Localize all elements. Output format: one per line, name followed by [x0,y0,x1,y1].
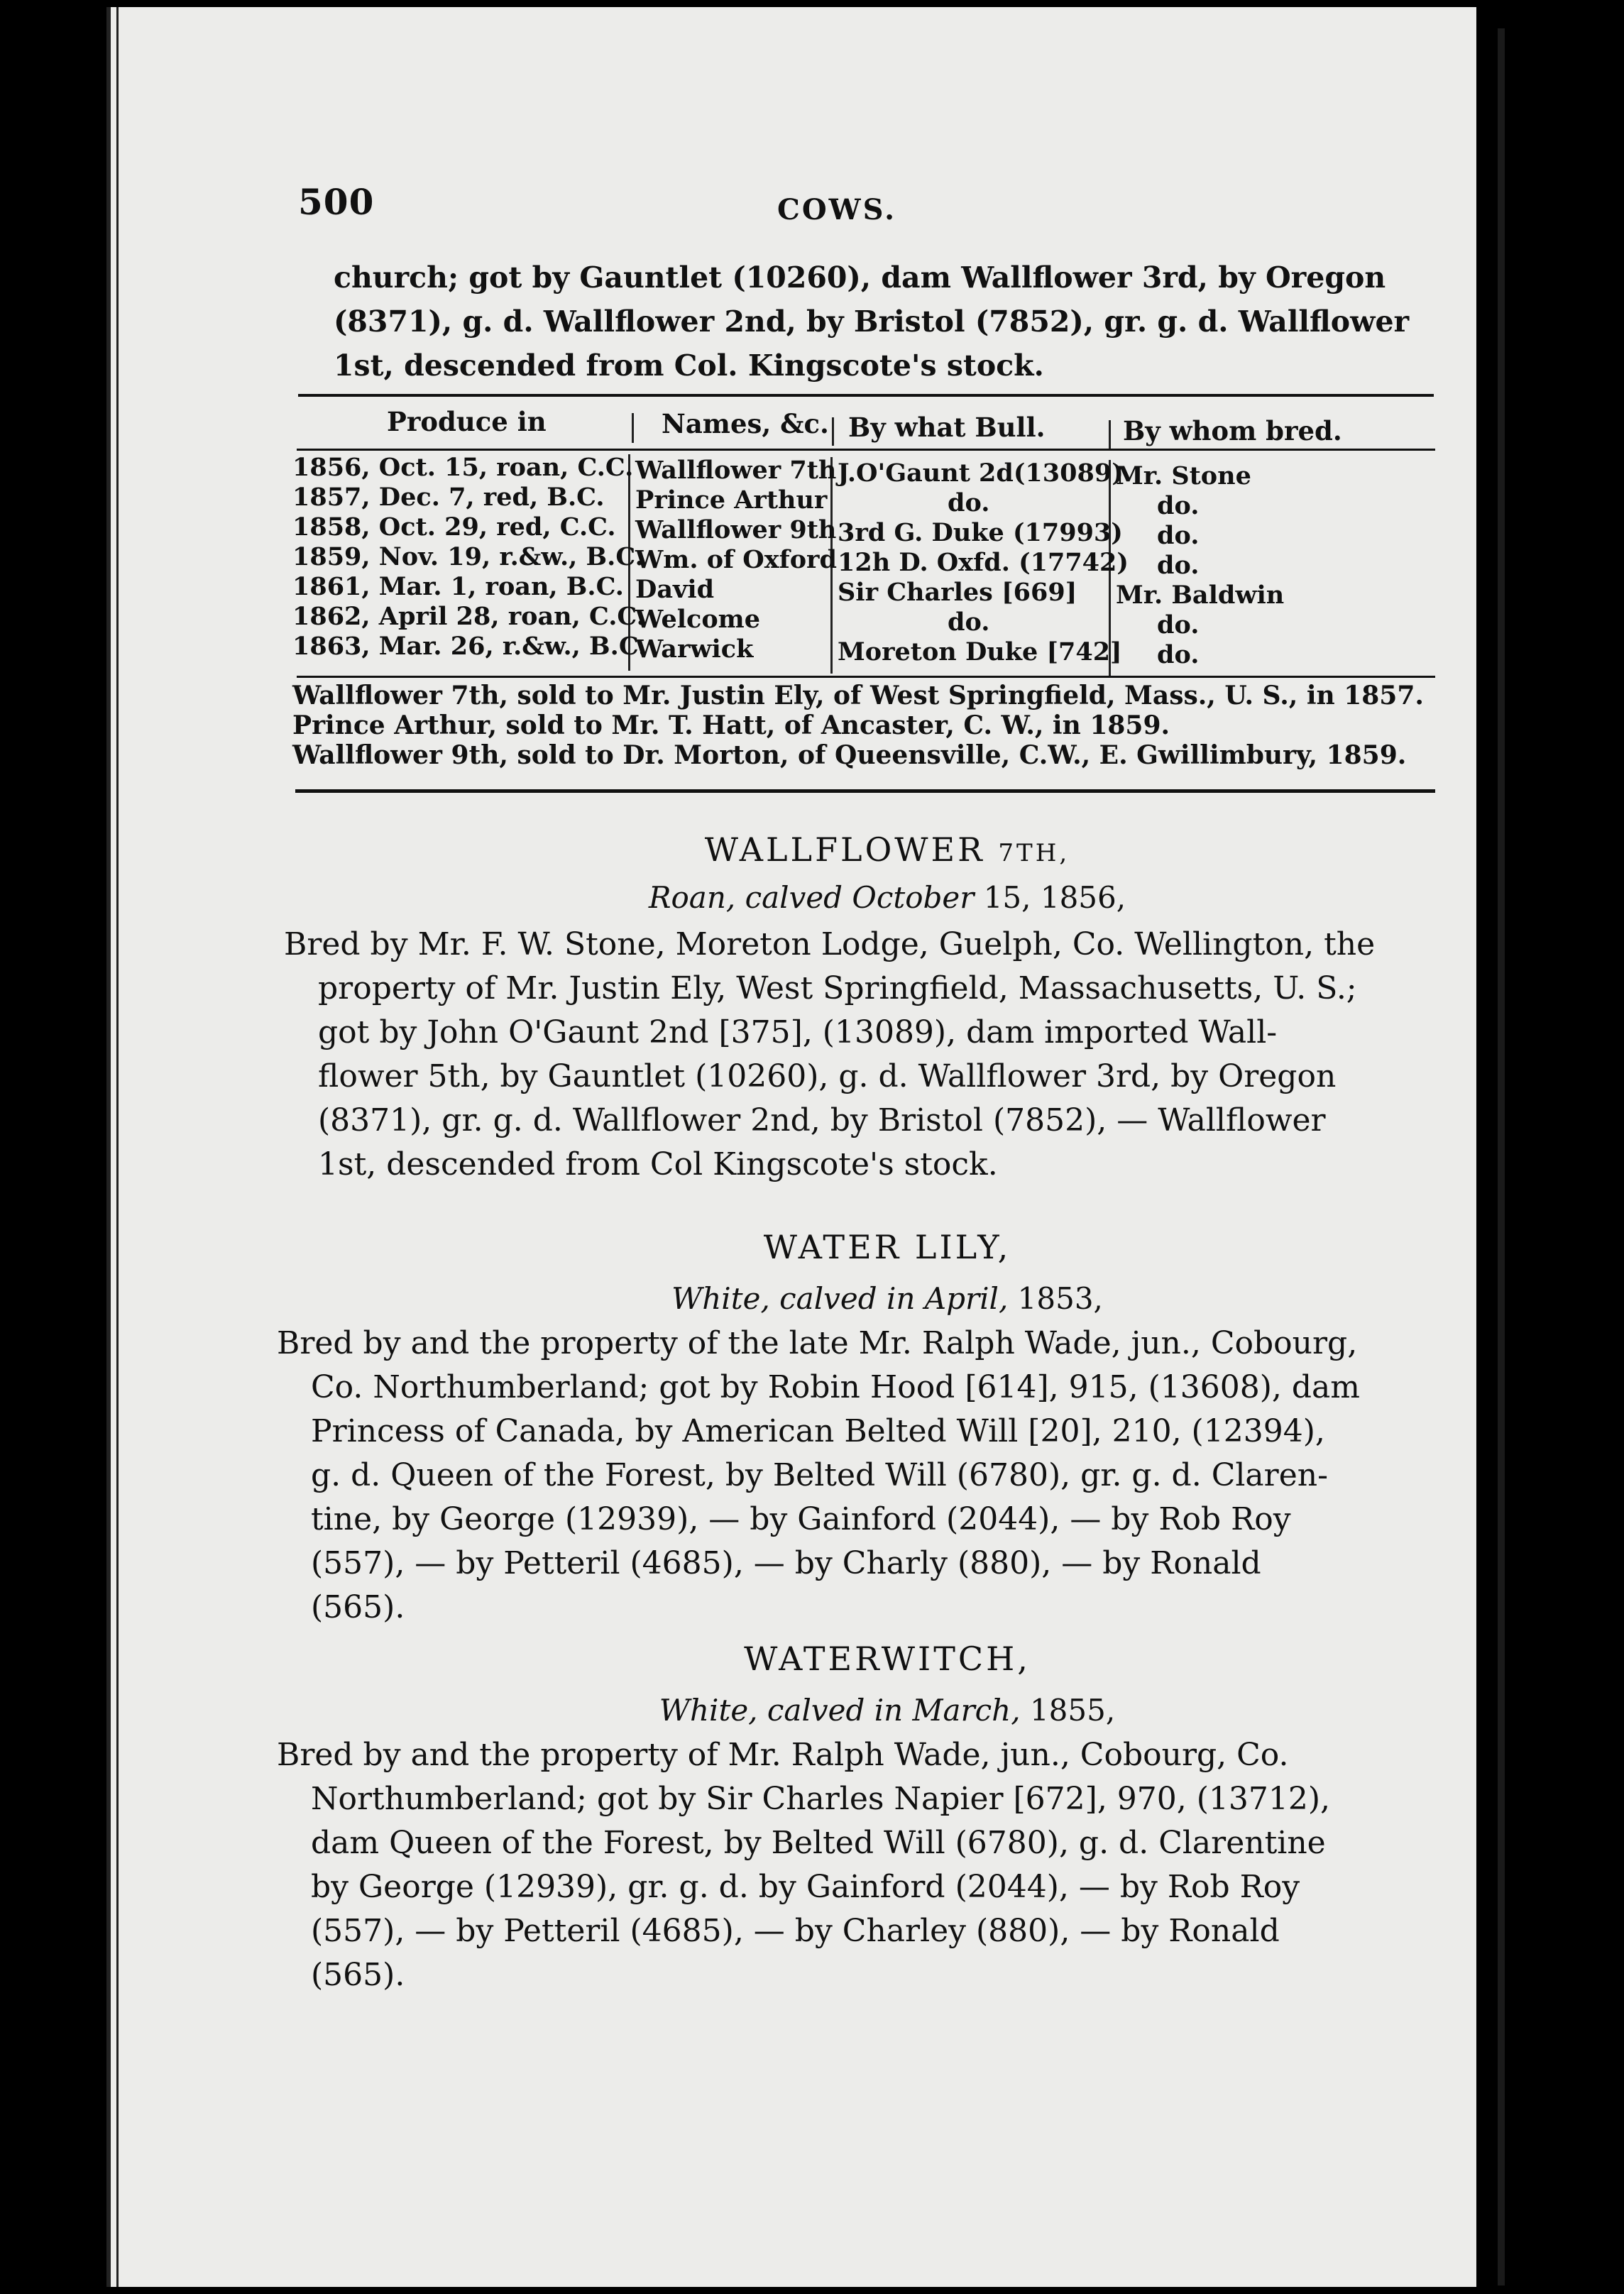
book-page [106,7,1476,2287]
entry-line: (8371), gr. g. d. Wallflower 2nd, by Bristol (7852), — Wallflower [318,1102,1326,1138]
cell-bred: Mr. Stone [1116,461,1251,490]
entry-subheading [426,880,1349,915]
intro-line: 1st, descended from Col. Kingscote's stock. [334,349,1044,383]
cell-bred: do. [1157,551,1200,580]
entry-name: WALLFLOWER [704,830,985,869]
entry-line: Northumberland; got by Sir Charles Napier [672], 970, (13712), [311,1781,1331,1817]
header-divider [1109,420,1111,449]
section-rule [295,789,1435,793]
entry-line: Bred by and the property of Mr. Ralph Wade, jun., Cobourg, Co. [277,1737,1289,1773]
entry-line: (565). [311,1589,405,1625]
cell-name: Wm. of Oxford [635,545,837,574]
cell-bull: 12h D. Oxfd. (17742) [838,548,1129,577]
entry-heading [426,1640,1349,1678]
entry-line: (557), — by Petteril (4685), — by Charley (880), — by Ronald [311,1913,1280,1949]
page-number: 500 [298,181,375,223]
binding-edge [106,7,111,2287]
intro-paragraph [334,256,1434,388]
intro-line: church; got by Gauntlet (10260), dam Wallflower 3rd, by Oregon [334,260,1386,295]
entry-name: WATERWITCH, [744,1640,1031,1678]
table-header-bull: By what Bull. [848,412,1046,443]
entry-name: WATER LILY, [763,1228,1011,1266]
cell-bred: Mr. Baldwin [1116,581,1285,610]
entry-heading [426,1228,1349,1266]
cell-name: Wallflower 7th [635,456,837,485]
cell-produce: 1863, Mar. 26, r.&w., B.C. [292,632,647,661]
cell-name: Wallflower 9th [635,515,837,544]
header-divider [832,417,834,446]
cell-bred: do. [1157,610,1200,640]
cell-bull: Sir Charles [669] [838,578,1077,607]
entry-line: property of Mr. Justin Ely, West Springfield, Massachusetts, U. S.; [318,970,1357,1006]
entry-heading [426,830,1349,869]
table-top-rule [298,394,1434,397]
entry-body [277,1733,1427,1997]
entry-line: dam Queen of the Forest, by Belted Will (6780), g. d. Clarentine [311,1825,1326,1861]
cell-bull: 3rd G. Duke (17993) [838,518,1123,547]
entry-line: Co. Northumberland; got by Robin Hood [614], 915, (13608), dam [311,1369,1360,1405]
cell-produce: 1859, Nov. 19, r.&w., B.C. [292,542,644,571]
table-header-produce: Produce in [387,406,547,437]
cell-produce: 1857, Dec. 7, red, B.C. [292,483,605,512]
entry-line: got by John O'Gaunt 2nd [375], (13089), dam imported Wall- [318,1014,1278,1050]
entry-body [284,923,1434,1187]
cell-bred: do. [1157,521,1200,550]
entry-line: (565). [311,1957,405,1993]
entry-line: flower 5th, by Gauntlet (10260), g. d. Wallflower 3rd, by Oregon [318,1058,1337,1094]
entry-line: Bred by Mr. F. W. Stone, Moreton Lodge, Guelph, Co. Wellington, the [284,926,1376,962]
cell-produce: 1862, April 28, roan, C.C. [292,602,645,631]
entry-line: tine, by George (12939), — by Gainford (2044), — by Rob Roy [311,1501,1291,1537]
table-header-names: Names, &c. [662,408,829,439]
table-header-bred: By whom bred. [1123,415,1342,446]
cell-name: David [635,575,715,604]
running-head: COWS. [777,193,896,226]
entry-subheading [426,1693,1349,1728]
entry-name-suffix: 7TH, [998,839,1070,867]
cell-name: Warwick [635,635,754,664]
entry-color: White, calved in April, [671,1281,1009,1316]
entry-line: by George (12939), gr. g. d. by Gainford (2044), — by Rob Roy [311,1869,1300,1905]
intro-line: (8371), g. d. Wallflower 2nd, by Bristol (7852), gr. g. d. Wallflower [334,304,1410,339]
scan-edge-strip [1498,28,1505,2285]
cell-bull: do. [948,488,990,517]
cell-bull: Moreton Duke [742] [838,637,1122,666]
entry-line: (557), — by Petteril (4685), — by Charly (880), — by Ronald [311,1545,1261,1581]
sale-note: Wallflower 7th, sold to Mr. Justin Ely, of West Springfield, Mass., U. S., in 1857. [292,681,1424,710]
entry-line: 1st, descended from Col Kingscote's stock. [318,1146,998,1182]
cell-produce: 1856, Oct. 15, roan, C.C. [292,453,634,482]
cell-bred: do. [1157,640,1200,669]
table-bottom-rule [297,676,1435,678]
cell-bull: J.O'Gaunt 2d(13089) [838,459,1124,488]
cell-produce: 1858, Oct. 29, red, C.C. [292,512,616,542]
entry-date: 1855, [1029,1693,1116,1728]
binding-edge-inner [116,7,119,2287]
entry-color: White, calved in March, [659,1693,1021,1728]
cell-produce: 1861, Mar. 1, roan, B.C. [292,572,624,601]
cell-bull: do. [948,608,990,637]
sale-note: Wallflower 9th, sold to Dr. Morton, of Queensville, C.W., E. Gwillimbury, 1859. [292,740,1407,770]
entry-body [277,1322,1427,1630]
entry-line: Bred by and the property of the late Mr. Ralph Wade, jun., Cobourg, [277,1325,1358,1361]
cell-name: Prince Arthur [635,485,828,515]
cell-bred: do. [1157,491,1200,520]
entry-subheading [426,1281,1349,1316]
entry-date: 15, 1856, [983,880,1126,915]
entry-line: Princess of Canada, by American Belted Will [20], 210, (12394), [311,1413,1325,1449]
entry-color: Roan, calved October [648,880,975,915]
entry-date: 1853, [1017,1281,1103,1316]
sale-note: Prince Arthur, sold to Mr. T. Hatt, of Ancaster, C. W., in 1859. [292,710,1170,740]
header-bottom-rule [297,449,1435,451]
cell-name: Welcome [635,605,760,634]
header-divider [632,413,634,443]
entry-line: g. d. Queen of the Forest, by Belted Will (6780), gr. g. d. Claren- [311,1457,1328,1493]
